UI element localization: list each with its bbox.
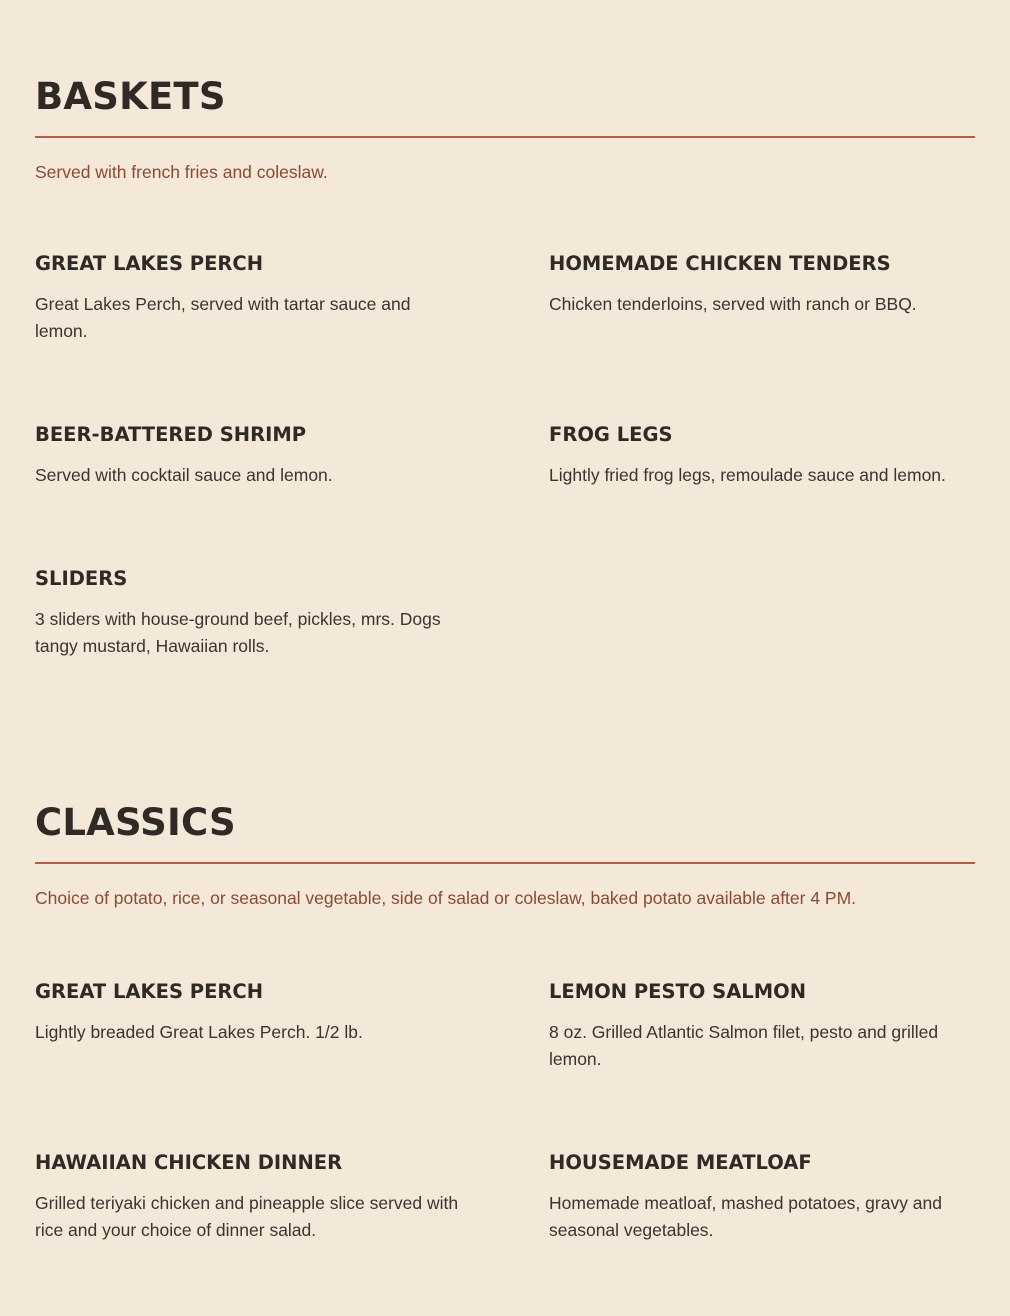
menu-item-description: Grilled teriyaki chicken and pineapple slice served with rice and your choice of dinner salad. <box>35 1193 459 1240</box>
menu-items-grid <box>35 978 975 1269</box>
menu-item <box>35 978 495 1149</box>
menu-item-description: Homemade meatloaf, mashed potatoes, gravy and seasonal vegetables. <box>549 1193 942 1240</box>
menu-item-description: Chicken tenderloins, served with ranch or BBQ. <box>549 294 917 314</box>
menu-item <box>35 421 495 565</box>
menu-items-grid <box>35 250 975 736</box>
menu-item <box>35 1149 495 1269</box>
section-note: Served with french fries and coleslaw. <box>35 162 328 182</box>
section-divider <box>35 862 975 864</box>
menu-item-name: FROG LEGS <box>549 423 673 446</box>
menu-item-description: Great Lakes Perch, served with tartar sauce and lemon. <box>35 294 411 341</box>
section-title: CLASSICS <box>35 801 236 844</box>
menu-item-description: 8 oz. Grilled Atlantic Salmon filet, pesto and grilled lemon. <box>549 1022 939 1069</box>
menu-item-name: GREAT LAKES PERCH <box>35 980 264 1003</box>
menu-item <box>549 421 975 565</box>
section-divider <box>35 136 975 138</box>
menu-item <box>35 565 495 736</box>
menu-item <box>549 250 975 421</box>
section-title: BASKETS <box>35 75 226 118</box>
menu-item-description: Lightly breaded Great Lakes Perch. 1/2 lb. <box>35 1022 363 1042</box>
menu-item <box>549 1149 975 1269</box>
menu-item-description: Served with cocktail sauce and lemon. <box>35 465 333 485</box>
menu-item <box>35 250 495 421</box>
menu-item <box>549 978 975 1149</box>
menu-item-name: HAWAIIAN CHICKEN DINNER <box>35 1151 343 1174</box>
menu-section-classics <box>35 796 975 1269</box>
menu-item-name: GREAT LAKES PERCH <box>35 252 264 275</box>
menu-section-baskets <box>35 70 975 736</box>
menu-item-description: 3 sliders with house-ground beef, pickles, mrs. Dogs tangy mustard, Hawaiian rolls. <box>35 609 441 656</box>
menu-item-description: Lightly fried frog legs, remoulade sauce and lemon. <box>549 465 946 485</box>
menu-item-name: HOMEMADE CHICKEN TENDERS <box>549 252 891 275</box>
menu-item-name: HOUSEMADE MEATLOAF <box>549 1151 812 1174</box>
section-note: Choice of potato, rice, or seasonal vegetable, side of salad or coleslaw, baked potato available after 4 PM. <box>35 888 857 908</box>
menu-item-name: LEMON PESTO SALMON <box>549 980 807 1003</box>
menu-item-name: SLIDERS <box>35 567 128 590</box>
menu-item-name: BEER-BATTERED SHRIMP <box>35 423 307 446</box>
